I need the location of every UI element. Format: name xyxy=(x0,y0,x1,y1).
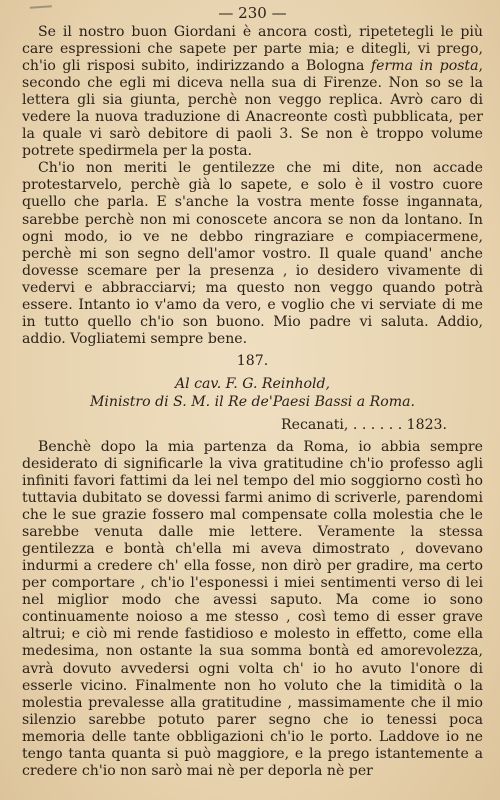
paragraph-giordani-start: Se il nostro buon Giordani è ancora costì, ripetetegli le più care espressioni che sapete per parte mia; e ditegli, vi prego, ch'io gli risposi subito, indirizzando a Bologna xyxy=(22,24,483,75)
paragraph-reinhold: Benchè dopo la mia partenza da Roma, io abbia sempre desiderato di significarle la viva gratitudine ch'io professo agli infiniti favori fattimi da lei nel tempo del mio soggiorno costì ho tuttavia dubitato se dovessi farmi animo di scriverle, parendomi che le sue grazie fossero mal compensate colla molestia che le sarebbe venuta dalle mie lettere. Veramente la stessa gentilezza e bontà ch'ella mi aveva dimostrato , dovevano indurmi a credere ch' ella fosse, non dirò per gradire, ma certo per comportare , ch'io l'esponessi i miei sentimenti verso di lei nel miglior modo che avessi saputo. Ma come io sono continuamente noioso a me stesso , così temo di esser grave altrui; e ciò mi rende fastidioso e molesto in effetto, come ella medesima, non ostante la sua somma bontà ed amorevolezza, avrà dovuto avvedersi ogni volta ch' io ho avuto l'onore di esserle vicino. Finalmente non ho voluto che la timidità o la molestia prevalesse alla gratitudine , massimamente che il mio silenzio sarebbe potuto parer segno che io tenessi poca memoria delle tante obbligazioni ch'io le porto. Laddove io ne tengo tanta quanta si può maggiore, e la prego istantemente a credere ch'io non sarò mai nè per deporla nè per xyxy=(22,438,483,779)
ink-smudge xyxy=(30,5,53,15)
paragraph-giordani xyxy=(22,24,483,160)
ferma-in-posta-italic: ferma in posta xyxy=(370,58,479,75)
paragraph-gentilezze: Ch'io non meriti le gentilezze che mi dite, non accade protestarvelo, perchè già lo sapete, e solo è il vostro cuore quello che parla. E s'anche la vostra mente fosse ingannata, sarebbe perchè non mi conoscete ancora se non da lontano. In ogni modo, io ve ne debbo ringraziare e compiacermene, perchè mi son segno dell'amor vostro. Il quale quand' anche dovesse scemare per la presenza , io desidero vivamente di vedervi e abbracciarvi; ma questo non veggo quando potrà essere. Intanto io v'amo da vero, e voglio che vi serviate di me in tutto quello ch'io son buono. Mio padre vi saluta. Addio, addio. Vogliatemi sempre bene. xyxy=(22,160,483,347)
paragraph-giordani-end: , secondo che egli mi diceva nella sua di Firenze. Non so se la lettera gli sia giunta, perchè non veggo replica. Avrò caro di vedere la nuova traduzione di Anacreonte costì pubblicata, per la quale vi sarò debitore di paoli 3. Se non è troppo volume potrete spedirmela per la posta. xyxy=(22,58,483,160)
page-number: — 230 — xyxy=(218,4,287,22)
dateline: Recanati, . . . . . . 1823. xyxy=(281,416,447,433)
letter-number: 187. xyxy=(236,352,269,369)
addressee-line-1: Al cav. F. G. Reinhold, xyxy=(174,375,331,392)
addressee-line-2: Ministro di S. M. il Re de'Paesi Bassi a Roma. xyxy=(89,393,416,410)
